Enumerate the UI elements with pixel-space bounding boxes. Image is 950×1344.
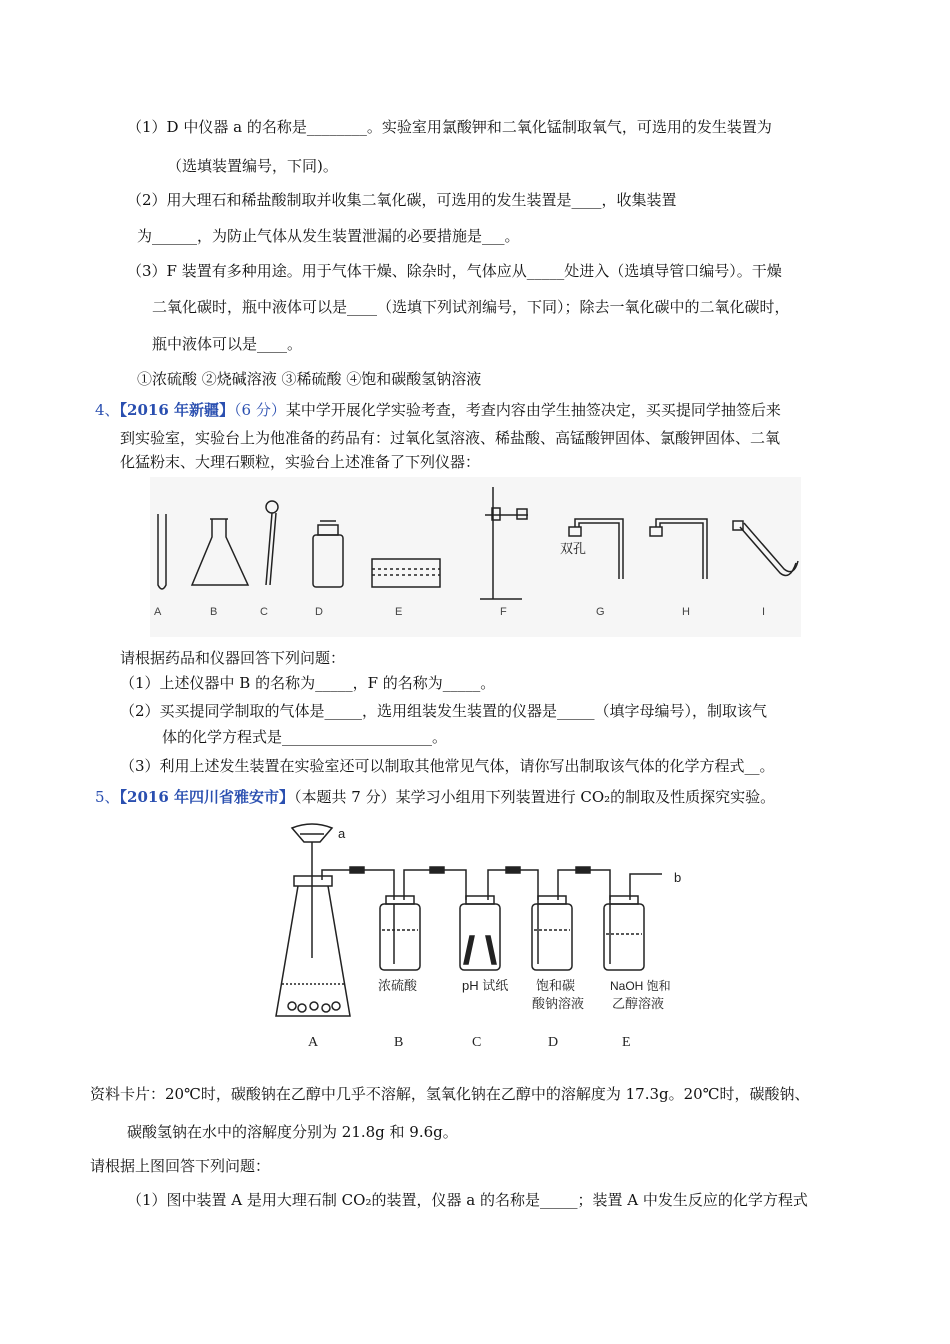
gas-washing-bottle-b-icon — [380, 896, 420, 970]
q5-data-card-1: 资料卡片：20℃时，碳酸钠在乙醇中几乎不溶解，氢氧化钠在乙醇中的溶解度为 17.3g。20℃时，碳酸钠、 — [90, 1085, 810, 1103]
reagent-b-label: 浓硫酸 — [378, 978, 418, 993]
q4-number: 4、 — [95, 401, 120, 419]
q3-line-7: 瓶中液体可以是____。 — [152, 335, 303, 353]
q5-apparatus-figure — [270, 818, 690, 1056]
q4-heading — [95, 400, 781, 420]
q4-intro-1: 某中学开展化学实验考查，考查内容由学生抽签决定，买买提同学抽签后来 — [285, 401, 781, 419]
fig-label-C: C — [472, 1035, 482, 1050]
fig-label-B: B — [394, 1035, 404, 1050]
bottle-d-sodium-carbonate-icon — [532, 896, 572, 970]
reagent-c-label: pH 试纸 — [462, 978, 509, 993]
fig-label-b: B — [210, 606, 218, 618]
fig-label-D: D — [548, 1035, 559, 1050]
q3-line-4: 为______，为防止气体从发生装置泄漏的必要措施是___。 — [137, 227, 520, 245]
q4-sub-2: （2）买买提同学制取的气体是_____，选用组装发生装置的仪器是_____（填字母编号），制取该气 — [120, 702, 768, 720]
q4-source: 【2016 年新疆】 — [119, 401, 235, 419]
q3-line-3: （2）用大理石和稀盐酸制取并收集二氧化碳，可选用的发生装置是____，收集装置 — [127, 191, 677, 209]
fig-label-h: H — [682, 606, 690, 618]
fig-label-E: E — [622, 1035, 631, 1050]
reagent-d-label-1: 饱和碳 — [536, 978, 576, 993]
fig-label-f: F — [500, 606, 507, 618]
q5-source: 【2016 年四川省雅安市】 — [119, 788, 295, 806]
conical-flask-a-icon — [276, 876, 350, 1016]
q4-sub-3: （3）利用上述发生装置在实验室还可以制取其他常见气体，请你写出制取该气体的化学方程式__。 — [120, 757, 775, 775]
reagent-e-label-2: 乙醇溶液 — [612, 996, 665, 1011]
q4-sub-1: （1）上述仪器中 B 的名称为_____，F 的名称为_____。 — [120, 674, 496, 692]
reagent-d-label-2: 酸钠溶液 — [532, 996, 585, 1011]
fig-label-d: D — [315, 606, 323, 618]
q4-prompt: 请根据药品和仪器回答下列问题： — [120, 649, 346, 667]
mark-a: a — [338, 826, 346, 841]
q5-intro: （本题共 7 分）某学习小组用下列装置进行 CO₂的制取及性质探究实验。 — [294, 788, 776, 806]
separatory-funnel-icon — [292, 824, 332, 958]
fig-label-A: A — [308, 1035, 319, 1050]
q4-score: （6 分） — [234, 401, 286, 419]
mark-b: b — [674, 870, 682, 885]
reagent-e-label-1: NaOH 饱和 — [610, 979, 671, 993]
q4-intro-3: 化猛粉末、大理石颗粒，实验台上述准备了下列仪器： — [120, 453, 481, 471]
q4-sub-2b: 体的化学方程式是____________________。 — [162, 728, 448, 746]
q4-intro-2: 到实验室，实验台上为他准备的药品有：过氧化氢溶液、稀盐酸、高锰酸钾固体、氯酸钾固体、二氧 — [120, 429, 781, 447]
q5-sub-1: （1）图中装置 A 是用大理石制 CO₂的装置，仪器 a 的名称是_____；装置 A 中发生反应的化学方程式 — [127, 1191, 808, 1209]
q3-line-5: （3）F 装置有多种用途。用于气体干燥、除杂时，气体应从_____处进入（选填导管口编号）。干燥 — [127, 262, 782, 280]
fig-label-i: I — [762, 606, 766, 618]
fig-label-e: E — [395, 606, 403, 618]
q5-heading — [95, 787, 775, 807]
fig-label-a: A — [154, 606, 162, 618]
q3-line-2: （选填装置编号，下同)。 — [167, 157, 338, 175]
q5-data-card-2: 碳酸氢钠在水中的溶解度分别为 21.8g 和 9.6g。 — [127, 1123, 458, 1141]
q4-apparatus-figure — [150, 477, 801, 637]
q3-options: ①浓硫酸 ②烧碱溶液 ③稀硫酸 ④饱和碳酸氢钠溶液 — [137, 370, 482, 388]
bottle-c-ph-paper-icon — [460, 896, 500, 970]
q3-line-6: 二氧化碳时，瓶中液体可以是____（选填下列试剂编号，下同）；除去一氧化碳中的二氧化碳时， — [152, 298, 790, 316]
q3-line-1: （1）D 中仪器 a 的名称是________。实验室用氯酸钾和二氧化锰制取氧气，可选用的发生装置为 — [127, 118, 772, 136]
bottle-e-naoh-ethanol-icon — [604, 896, 644, 970]
fig-label-g: G — [596, 606, 605, 618]
g-note-label: 双孔 — [560, 541, 587, 556]
q5-number: 5、 — [95, 788, 120, 806]
fig-label-c: C — [260, 606, 268, 618]
q5-prompt: 请根据上图回答下列问题： — [90, 1157, 271, 1175]
